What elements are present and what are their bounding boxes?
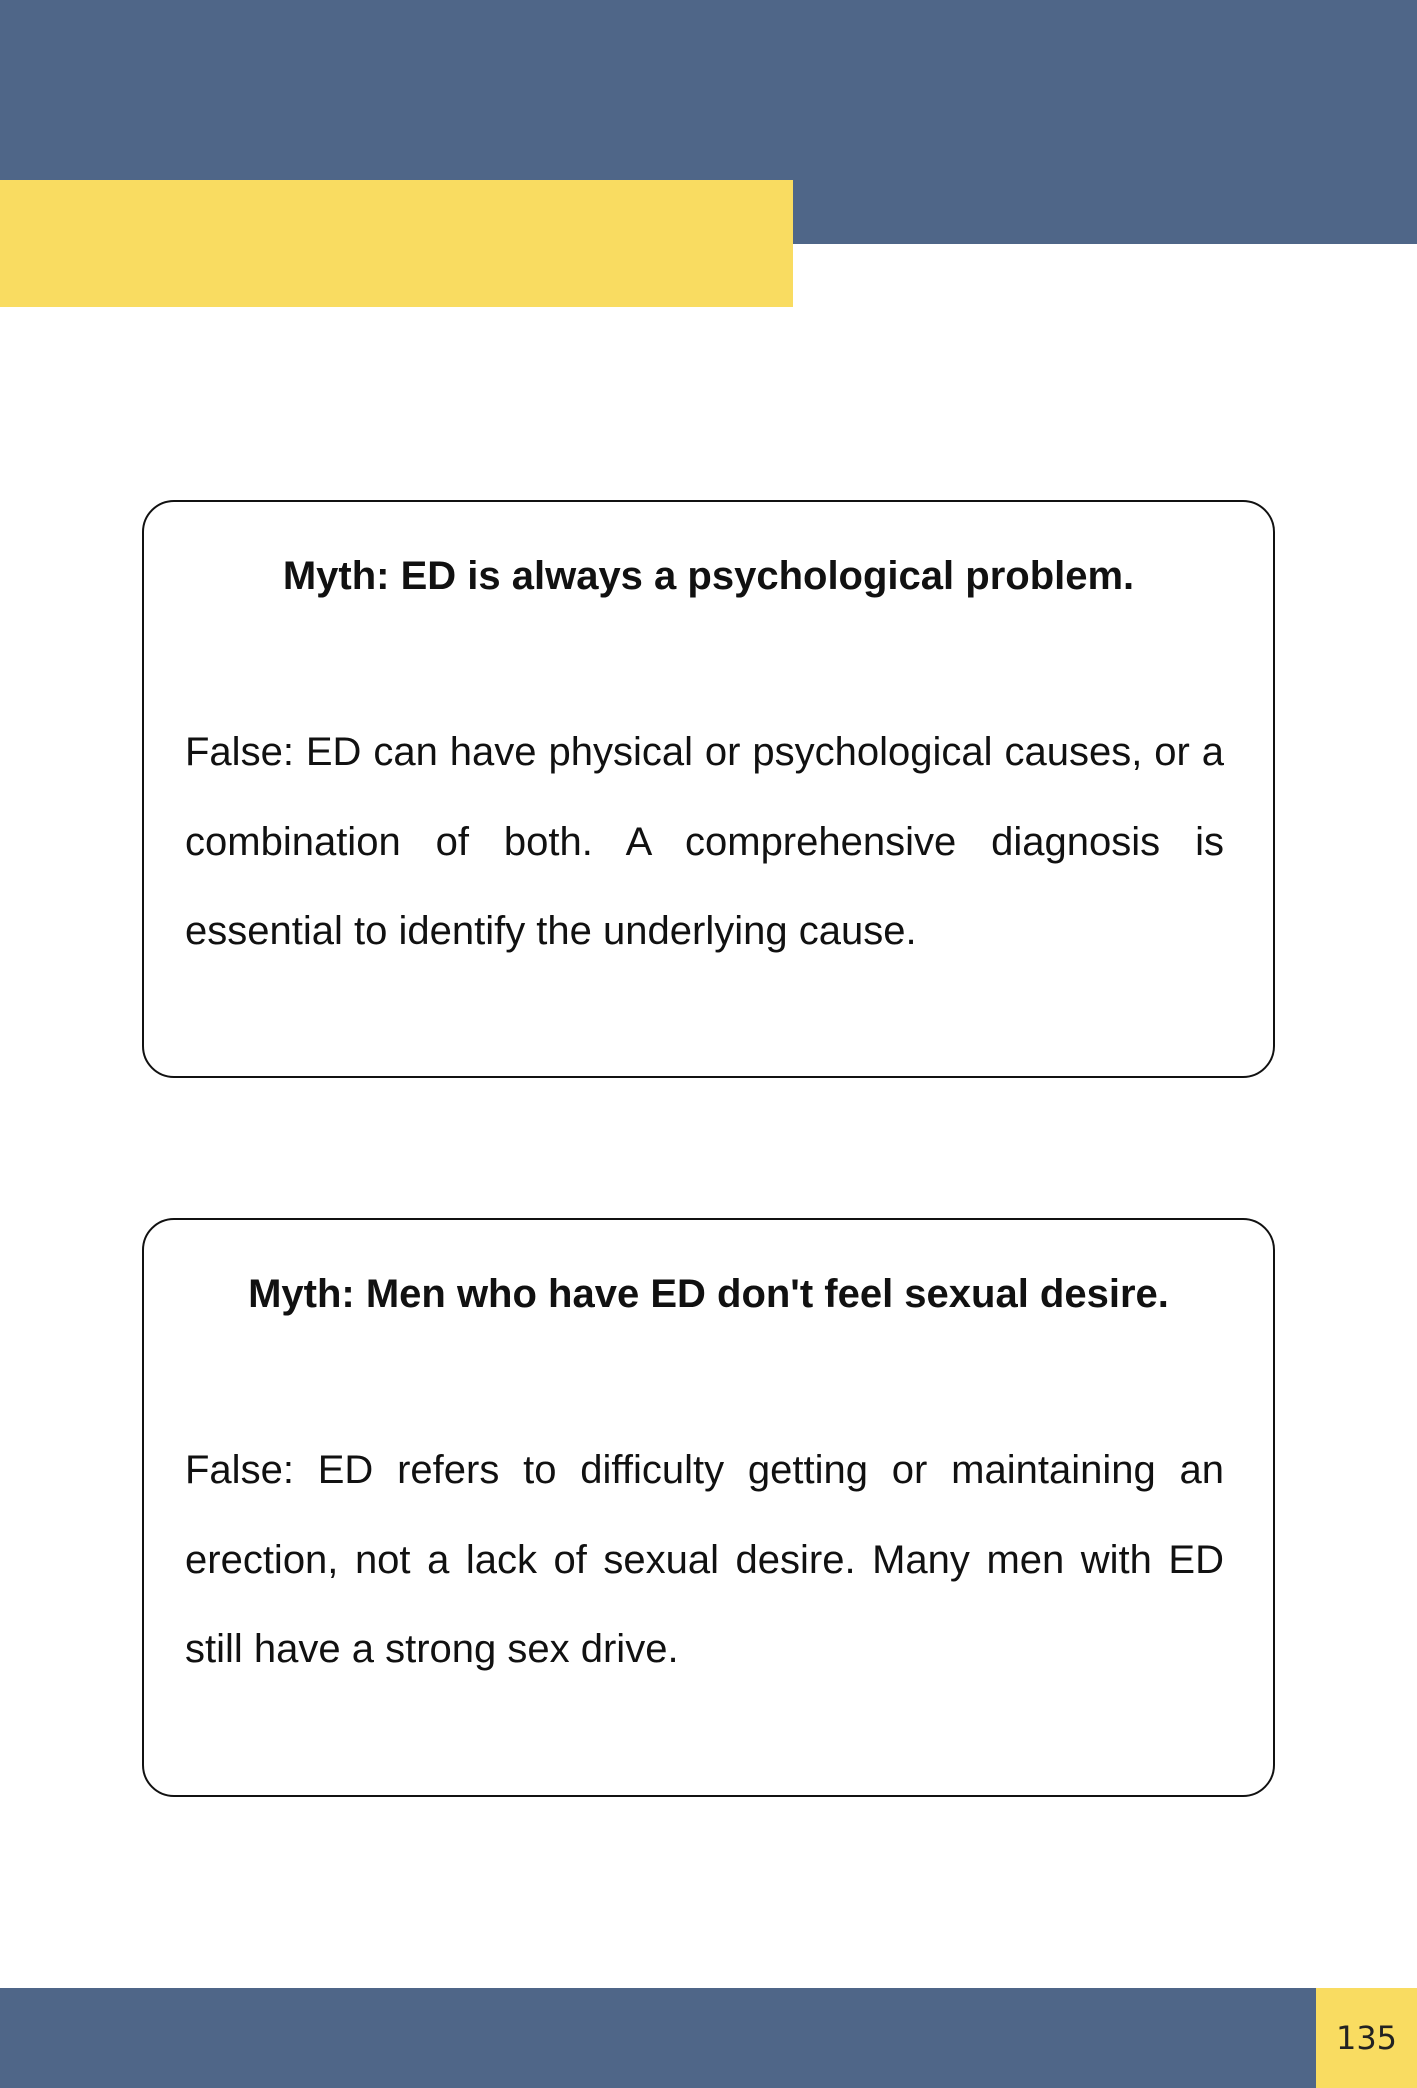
myth-explanation: False: ED refers to difficulty getting or maintaining an erection, not a lack of sexual desire. Many men with ED still have a strong sex drive. — [185, 1448, 1224, 1671]
myth-title: Myth: ED is always a psychological problem. — [282, 554, 1135, 598]
header-accent-band — [0, 180, 793, 307]
myth-explanation: False: ED can have physical or psychological causes, or a combination of both. A comprehensive diagnosis is essential to identify the underlying cause. — [185, 730, 1224, 953]
myth-card — [142, 1218, 1275, 1797]
myth-title: Myth: Men who have ED don't feel sexual desire. — [248, 1272, 1169, 1316]
footer-band — [0, 1988, 1316, 2088]
page-number: 135 — [1316, 1988, 1417, 2088]
myth-card — [142, 500, 1275, 1078]
